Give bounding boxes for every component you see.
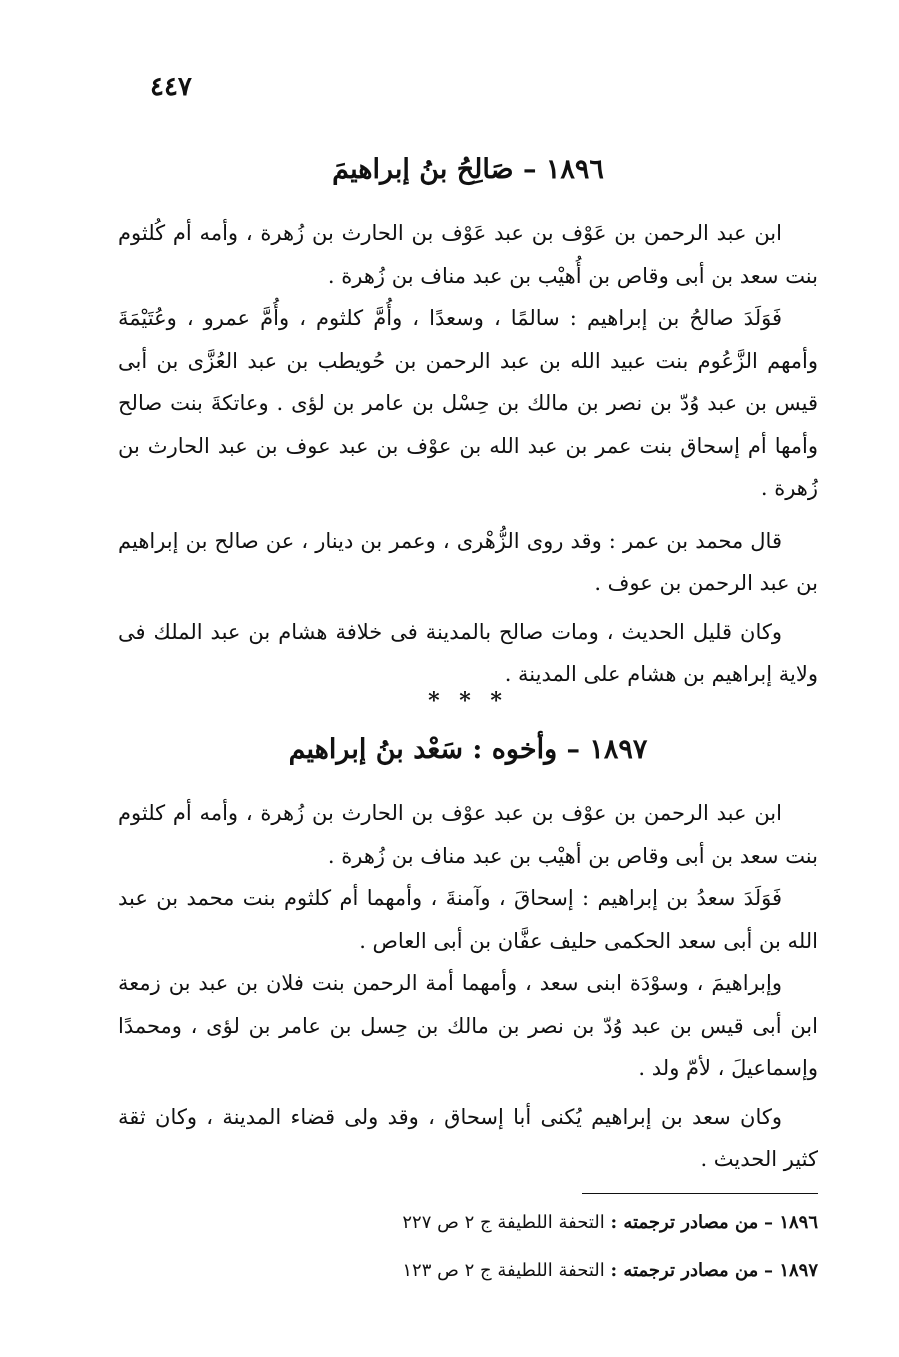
footnote-1897 — [402, 1260, 818, 1281]
separator-stars: * * * — [428, 688, 508, 714]
footnote-source: التحفة اللطيفة ج ٢ ص ٢٢٧ — [402, 1212, 605, 1233]
entry-1897 — [118, 730, 818, 770]
entry-heading: ١٨٩٦ – صَالِحُ بنُ إبراهيمَ — [332, 154, 604, 185]
footnote-divider — [582, 1193, 818, 1194]
entry-1897-body — [118, 792, 818, 1181]
paragraph: ابن عبد الرحمن بن عَوْف بن عبد عَوْف بن الحارث بن زُهرة ، وأمه أم كُلثوم بنت سعد بن أبى وقاص بن أُهيْب بن عبد مناف بن زُهرة . — [118, 221, 818, 288]
footnote-number: ١٨٩٧ – — [764, 1260, 818, 1281]
paragraph: فَوَلَدَ صالحُ بن إبراهيم : سالمًا ، وسعدًا ، وأُمَّ كلثوم ، وأُمَّ عمرو ، وعُتَيْمَةَ وأمهم الزَّعُوم بنت عبيد الله بن عبد الرحمن بن حُويطب بن عبد العُزَّى بن أبى قيس بن عبد وُدّ بن نصر بن مالك بن حِسْل بن عامر بن لؤى . وعاتكةَ بنت صالح وأمها أم إسحاق بنت عمر بن عبد الله بن عوْف بن عبد عوف بن عبد الحارث بن زُهرة . — [118, 306, 818, 500]
entry-1896 — [118, 150, 818, 190]
paragraph: وإبراهيمَ ، وسوْدَة ابنى سعد ، وأمهما أمة الرحمن بنت فلان بن عبد بن زمعة ابن أبى قيس بن عبد وُدّ بن نصر بن مالك بن حِسل بن عامر بن لؤى ، ومحمدًا وإسماعيلَ ، لأمّ ولد . — [118, 971, 818, 1080]
footnote-source: التحفة اللطيفة ج ٢ ص ١٢٣ — [402, 1260, 605, 1281]
entry-1896-body — [118, 212, 818, 696]
section-separator — [118, 688, 818, 714]
footnote-label: من مصادر ترجمته : — [610, 1260, 759, 1281]
paragraph: ابن عبد الرحمن بن عوْف بن عبد عوْف بن الحارث بن زُهرة ، وأمه أم كلثوم بنت سعد بن أبى وقاص بن أهيْب بن عبد مناف بن زُهرة . — [118, 801, 818, 868]
paragraph: وكان سعد بن إبراهيم يُكنى أبا إسحاق ، وقد ولى قضاء المدينة ، وكان ثقة كثير الحديث . — [118, 1104, 818, 1171]
footnote-number: ١٨٩٦ – — [764, 1212, 818, 1233]
page-number: ٤٤٧ — [150, 72, 192, 102]
paragraph: وكان قليل الحديث ، ومات صالح بالمدينة فى خلافة هشام بن عبد الملك فى ولاية إبراهيم بن هشام على المدينة . — [118, 619, 818, 686]
footnote-1896 — [402, 1212, 818, 1233]
paragraph: فَوَلَدَ سعدُ بن إبراهيم : إسحاقَ ، وآمنةَ ، وأمهما أم كلثوم بنت محمد بن عبد الله بن أبى سعد الحكمى حليف عفَّان بن أبى العاص . — [118, 886, 818, 953]
entry-heading: ١٨٩٧ – وأخوه : سَعْد بنُ إبراهيم — [288, 734, 648, 765]
footnote-label: من مصادر ترجمته : — [610, 1212, 759, 1233]
paragraph: قال محمد بن عمر : وقد روى الزُّهْرى ، وعمر بن دينار ، عن صالح بن إبراهيم بن عبد الرحمن بن عوف . — [118, 528, 818, 595]
